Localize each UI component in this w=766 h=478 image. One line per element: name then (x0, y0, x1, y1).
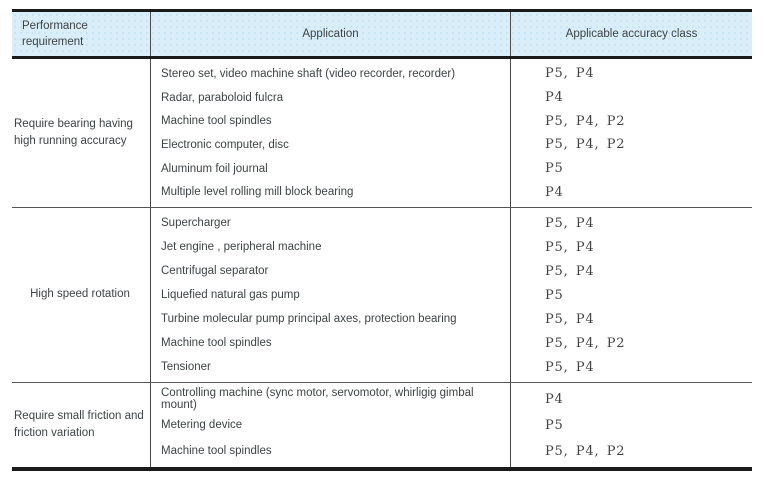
table-section (12, 208, 752, 383)
application-cell: Metering device (161, 419, 243, 431)
application-column (150, 383, 510, 467)
requirement-label: High speed rotation (30, 288, 130, 301)
application-cell: Multiple level rolling mill block bearing (161, 186, 354, 199)
header-label: Application (302, 28, 359, 40)
header-application (150, 12, 510, 56)
application-cell: Liquefied natural gas pump (161, 289, 300, 301)
accuracy-class-cell: P5 (545, 287, 564, 303)
application-cell: Aluminum foil journal (161, 162, 268, 175)
accuracy-class-cell: P5, P4, P2 (545, 335, 626, 351)
header-performance-requirement (12, 12, 150, 56)
application-cell: Electronic computer, disc (161, 138, 289, 151)
application-column (150, 208, 510, 382)
accuracy-column (510, 59, 752, 207)
application-cell: Machine tool spindles (161, 337, 272, 349)
requirement-label: Require small friction and friction variation (14, 409, 144, 439)
application-cell: Jet engine , peripheral machine (161, 241, 322, 253)
application-cell: Machine tool spindles (161, 445, 272, 457)
accuracy-class-cell: P4 (545, 90, 564, 105)
accuracy-class-cell: P5, P4, P2 (545, 443, 626, 459)
header-applicable-accuracy-class (510, 12, 752, 56)
accuracy-class-cell: P4 (545, 184, 564, 200)
accuracy-class-cell: P5, P4, P2 (545, 113, 626, 129)
accuracy-column (510, 208, 752, 382)
table-section (12, 59, 752, 208)
application-cell: Centrifugal separator (161, 265, 269, 277)
table-bottom-border (12, 467, 752, 471)
table-header-row (12, 12, 752, 56)
accuracy-class-cell: P5, P4 (545, 66, 595, 82)
accuracy-class-cell: P5, P4 (545, 359, 595, 375)
accuracy-class-table (12, 9, 752, 471)
table-body (12, 59, 752, 467)
accuracy-class-cell: P4 (545, 391, 564, 407)
accuracy-class-cell: P5, P4 (545, 311, 595, 327)
requirement-cell (12, 59, 150, 207)
application-cell: Turbine molecular pump principal axes, protection bearing (161, 313, 457, 325)
application-column (150, 59, 510, 207)
application-cell: Supercharger (161, 217, 231, 229)
application-cell: Stereo set, video machine shaft (video recorder, recorder) (161, 67, 456, 80)
accuracy-class-cell: P5 (545, 417, 564, 433)
accuracy-class-cell: P5, P4 (545, 215, 595, 231)
requirement-cell (12, 208, 150, 382)
accuracy-class-cell: P5 (545, 161, 564, 177)
table-section (12, 383, 752, 467)
header-label: Performance requirement (22, 19, 88, 48)
accuracy-column (510, 383, 752, 467)
application-cell: Machine tool spindles (161, 115, 272, 128)
accuracy-class-cell: P5, P4, P2 (545, 137, 626, 153)
accuracy-class-cell: P5, P4 (545, 239, 595, 255)
application-cell: Tensioner (161, 361, 211, 373)
accuracy-class-cell: P5, P4 (545, 263, 595, 279)
application-cell: Controlling machine (sync motor, servomotor, whirligig gimbal mount) (161, 387, 474, 411)
header-label: Applicable accuracy class (565, 28, 698, 40)
requirement-cell (12, 383, 150, 467)
application-cell: Radar, paraboloid fulcra (161, 91, 284, 104)
requirement-label: Require bearing having high running accuracy (14, 117, 133, 147)
